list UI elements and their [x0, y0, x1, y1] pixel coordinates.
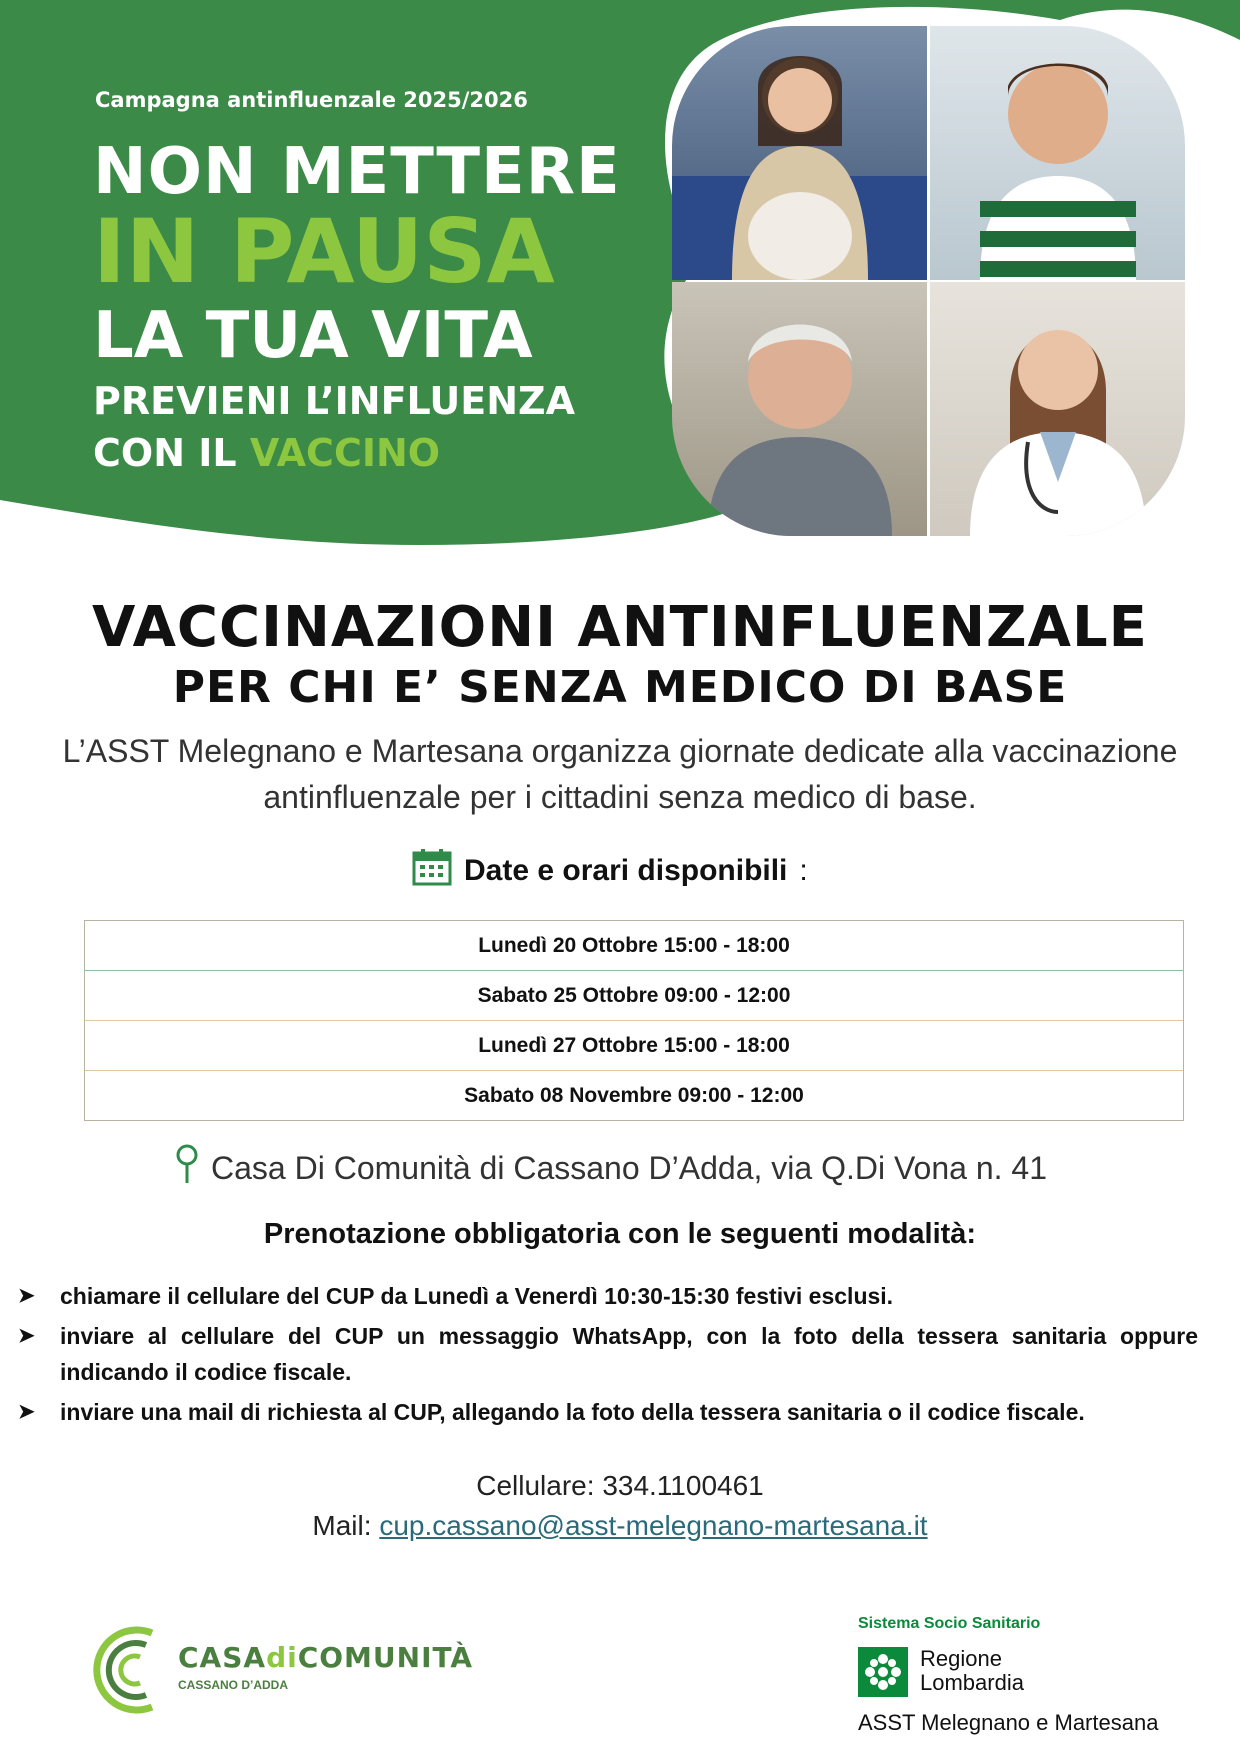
- sistema-socio-sanitario-label: Sistema Socio Sanitario: [858, 1615, 1041, 1632]
- headline-line5-accent: VACCINO: [249, 431, 441, 475]
- booking-list: [18, 1278, 1198, 1434]
- location-line: [175, 1143, 1047, 1193]
- booking-item-text: inviare al cellulare del CUP un messaggio WhatsApp, con la foto della tessera sanitaria oppure indicando il codice fiscale.: [60, 1323, 1198, 1385]
- headline-line2: IN PAUSA: [93, 200, 555, 303]
- asst-name: ASST Melegnano e Martesana: [858, 1710, 1159, 1735]
- casa-comunita-emblem-icon: [82, 1615, 172, 1725]
- lombardia-rose-icon: [858, 1647, 908, 1697]
- location-text: Casa Di Comunità di Cassano D’Adda, via Q.Di Vona n. 41: [211, 1149, 1047, 1186]
- photo-pregnant-woman: [672, 26, 927, 280]
- casa-comunita-sub: CASSANO D’ADDA: [178, 1678, 289, 1692]
- casa-comunita-name: CASAdiCOMUNITÀ: [178, 1641, 474, 1674]
- dates-table: [84, 920, 1184, 1121]
- phone-label: Cellulare:: [476, 1470, 603, 1501]
- list-item: [18, 1394, 1198, 1430]
- list-item: [18, 1278, 1198, 1314]
- contact-mail: [0, 1510, 1240, 1542]
- arrow-bullet-icon: ➤: [18, 1401, 35, 1423]
- hero-headline: [93, 135, 621, 475]
- phone-number: 334.1100461: [602, 1470, 764, 1501]
- headline-line4: PREVIENI L’INFLUENZA: [93, 379, 575, 423]
- dates-heading-text: Date e orari disponibili: [464, 854, 788, 887]
- pregnant-woman-illustration: [672, 26, 927, 280]
- regione-lombardia-logo: [858, 1615, 1198, 1745]
- booking-item-text: inviare una mail di richiesta al CUP, allegando la foto della tessera sanitaria o il codice fiscale.: [60, 1399, 1085, 1425]
- photo-boy: [930, 26, 1185, 280]
- calendar-icon: [412, 848, 452, 894]
- contact-phone: [0, 1470, 1240, 1502]
- doctor-illustration: [930, 282, 1185, 536]
- mail-label: Mail:: [312, 1510, 380, 1541]
- arrow-bullet-icon: ➤: [18, 1285, 35, 1307]
- arrow-bullet-icon: ➤: [18, 1325, 35, 1347]
- headline-line1: NON METTERE: [93, 135, 621, 209]
- location-pin-icon: [175, 1143, 199, 1193]
- headline-line5-prefix: CON IL: [93, 431, 237, 475]
- headline-line3: LA TUA VITA: [93, 299, 533, 373]
- casa-di-comunita-logo: [82, 1615, 482, 1735]
- elderly-man-illustration: [672, 282, 927, 536]
- mail-link[interactable]: cup.cassano@asst-melegnano-martesana.it: [379, 1510, 928, 1541]
- regione-lombardia-text: Regione Lombardia: [920, 1646, 1024, 1695]
- main-title: VACCINAZIONI ANTINFLUENZALE: [92, 595, 1148, 660]
- dates-heading-colon: :: [799, 854, 808, 887]
- date-row: Lunedì 20 Ottobre 15:00 - 18:00: [478, 934, 790, 957]
- list-item: [18, 1318, 1198, 1390]
- date-row: Sabato 25 Ottobre 09:00 - 12:00: [85, 970, 1183, 1020]
- intro-text: L’ASST Melegnano e Martesana organizza giornate dedicate alla vaccinazione antinfluenzale per i cittadini senza medico di base.: [62, 733, 1178, 815]
- booking-heading: Prenotazione obbligatoria con le seguenti modalità:: [263, 1218, 977, 1250]
- date-row: Sabato 08 Novembre 09:00 - 12:00: [85, 1070, 1183, 1120]
- dates-heading: [412, 848, 808, 894]
- boy-illustration: [930, 26, 1185, 280]
- headline-line5: [93, 431, 621, 475]
- photo-elderly-man: [672, 282, 927, 536]
- photo-doctor: [930, 282, 1185, 536]
- booking-item-text: chiamare il cellulare del CUP da Lunedì a Venerdì 10:30-15:30 festivi esclusi.: [60, 1283, 894, 1309]
- campaign-label: Campagna antinfluenzale 2025/2026: [95, 88, 528, 112]
- hero-banner: [0, 0, 1240, 560]
- sub-title: PER CHI E’ SENZA MEDICO DI BASE: [172, 662, 1068, 713]
- date-row: Lunedì 27 Ottobre 15:00 - 18:00: [85, 1020, 1183, 1070]
